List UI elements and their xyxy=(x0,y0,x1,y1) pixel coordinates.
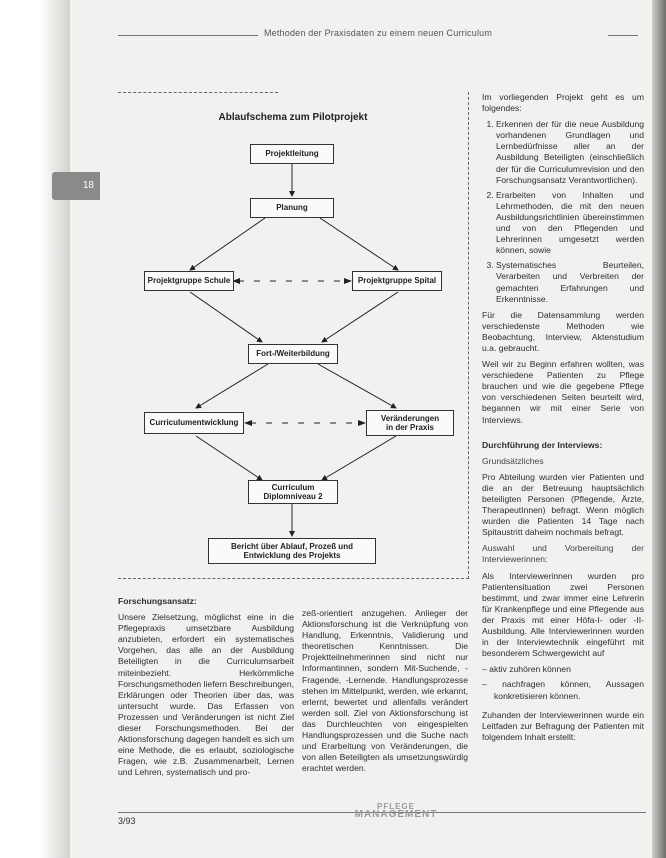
text-column-bottom-middle xyxy=(302,608,468,779)
paragraph: Für die Datensammlung werden verschiedenste Methoden wie Beobachtung, Interview, Aktenstudium u.a. gebraucht. xyxy=(482,309,644,353)
paragraph: Weil wir zu Beginn erfahren wollten, was verschiedene Patienten zu Pflege brauchen und wie die gegebene Pflege von verschiedenen Seiten beurteilt wird, begannen wir mit einer Serie von Interviews. xyxy=(482,359,644,425)
list-item: 1. Erkennen der für die neue Ausbildung vorhandenen Grundlagen und Lernbedürfnisse aller an der Ausbildung Beteiligten (einschließlich der für die Curriculumrevision und den Forschungsansatz Verantwortlichen). xyxy=(496,119,644,186)
subheading-auswahl: Auswahl und Vorbereitung der Interviewerinnen: xyxy=(482,543,644,565)
logo-line1: PFLEGE xyxy=(376,802,415,811)
box-curriculum-line2: Diplomniveau 2 xyxy=(263,492,323,501)
box-veraenderungen xyxy=(366,410,454,436)
paragraph: Zuhanden der Interviewerinnen wurde ein Leitfaden zur Befragung der Patienten mit folgendem Inhalt erstellt: xyxy=(482,709,644,742)
text-column-bottom-left xyxy=(118,592,294,784)
box-bericht-line1: Bericht über Ablauf, Prozeß und xyxy=(231,541,353,551)
paragraph: zeß-orientiert anzugehen. Anlieger der Aktionsforschung ist die Verknüpfung von Handlung, Erkenntnis, Validierung und theoretischen Kenntnissen. Die Projektteilnehmerinnen sind nicht nur Informantinnen, sondern Mit-Suchende, -Fragende, -Lernende. Handlungsprozesse stehen im Mittelpunkt, werden, wie erkannt, erlernt, bewertet und allenfalls verändert werden soll. Ziel von Aktionsforschung ist das Durchleuchten von eingespielten Handlungsprozessen und die Suche nach und Erarbeitung von Veränderungen, die von allen Beteiligten als umsetzungswürdig erachtet werden. xyxy=(302,608,468,774)
page-edge-shadow xyxy=(652,0,666,858)
box-veraenderungen-line2: in der Praxis xyxy=(385,423,435,432)
section-heading-interviews: Durchführung der Interviews: xyxy=(482,439,603,450)
logo-line2: MANAGEMENT xyxy=(354,809,438,820)
paragraph: Als Interviewerinnen wurden pro Patientensituation zwei Personen bestimmt, und zwar immer eine Lehrerin für Krankenpflege und eine Pflegende aus der Praxis mit einer Höfa-I- oder -II-Ausbildung. Alle Interviewerinnen wurden in der Interviewtechnik eingeführt mit besonderem Schwergewicht auf xyxy=(482,570,644,659)
list-item: 3. Systematisches Beurteilen, Verarbeiten und Verbreiten der gemachten Erfahrungen und Erkenntnisse. xyxy=(496,260,644,304)
list-item: 2. Erarbeiten von Inhalten und Lehrmethoden, die mit den neuen Ausbildungsrichtlinien übereinstimmen und von den Pflegenden und Lehrerinnen umgesetzt werden können, sowie xyxy=(496,190,644,257)
box-planung: Planung xyxy=(250,198,334,218)
section-heading-forschungsansatz: Forschungsansatz: xyxy=(118,596,197,606)
box-curriculum xyxy=(248,480,338,504)
box-curriculumentwicklung: Curriculumentwicklung xyxy=(144,412,244,434)
running-head: Methoden der Praxisdaten zu einem neuen Curriculum xyxy=(118,28,638,42)
dash-list-item: – aktiv zuhören können xyxy=(482,664,571,675)
section-tab-marker: 18 xyxy=(52,172,100,200)
binding-shadow xyxy=(0,0,70,858)
paragraph-intro: Im vorliegenden Projekt geht es um folgendes: xyxy=(482,92,644,114)
box-veraenderungen-line1: Veränderungen xyxy=(380,413,440,423)
magazine-logo xyxy=(336,803,456,819)
box-curriculum-line1: Curriculum xyxy=(271,482,315,492)
flowchart-frame xyxy=(118,92,469,579)
dash-list-item: – nachfragen können, Aussagen konkretisieren können. xyxy=(482,679,644,701)
box-bericht xyxy=(208,538,376,564)
flowchart-frame-top xyxy=(118,92,278,93)
paragraph: Unsere Zielsetzung, möglichst eine in die Pflegepraxis umsetzbare Ausbildung anzubieten, erfordert ein systematisches Vorgehen, das alle an der Ausbildung Beteiligten in die Curriculumsarbeit miteinbezieht. Herkömmliche Forschungsmethoden liefern Beschreibungen, Erklärungen oder Theorien über das, was untersucht wurde. Das Erfassen von Prozessen und Veränderungen ist nicht Ziel dieser Forschungsmethoden. Bei der Aktionsforschung dagegen handelt es sich um eine Methode, die es erlaubt, soziologische Fragen, wie z.B. Zusammenarbeit, Lernen und Lehren, systematisch und pro- xyxy=(118,612,294,778)
paragraph: Pro Abteilung wurden vier Patienten und die an der Betreuung hauptsächlich beteiligten Personen (Pflegende, Ärzte, TherapeutInnen) befragt. Wenn möglich wurden die Patienten 14 Tage nach Spitaustritt daheim nochmals befragt. xyxy=(482,471,644,538)
flowchart-title: Ablaufschema zum Pilotprojekt xyxy=(218,112,368,123)
subheading-grundsaetzliches: Grundsätzliches xyxy=(482,455,544,466)
box-fortbildung: Fort-/Weiterbildung xyxy=(248,344,338,364)
box-projektleitung: Projektleitung xyxy=(250,144,334,164)
box-projektgruppe-schule: Projektgruppe Schule xyxy=(144,271,234,291)
text-column-right xyxy=(482,92,644,748)
box-bericht-line2: Entwicklung des Projekts xyxy=(243,551,341,560)
page-number: 3/93 xyxy=(118,816,136,826)
numbered-list xyxy=(482,119,644,305)
box-projektgruppe-spital: Projektgruppe Spital xyxy=(352,271,442,291)
